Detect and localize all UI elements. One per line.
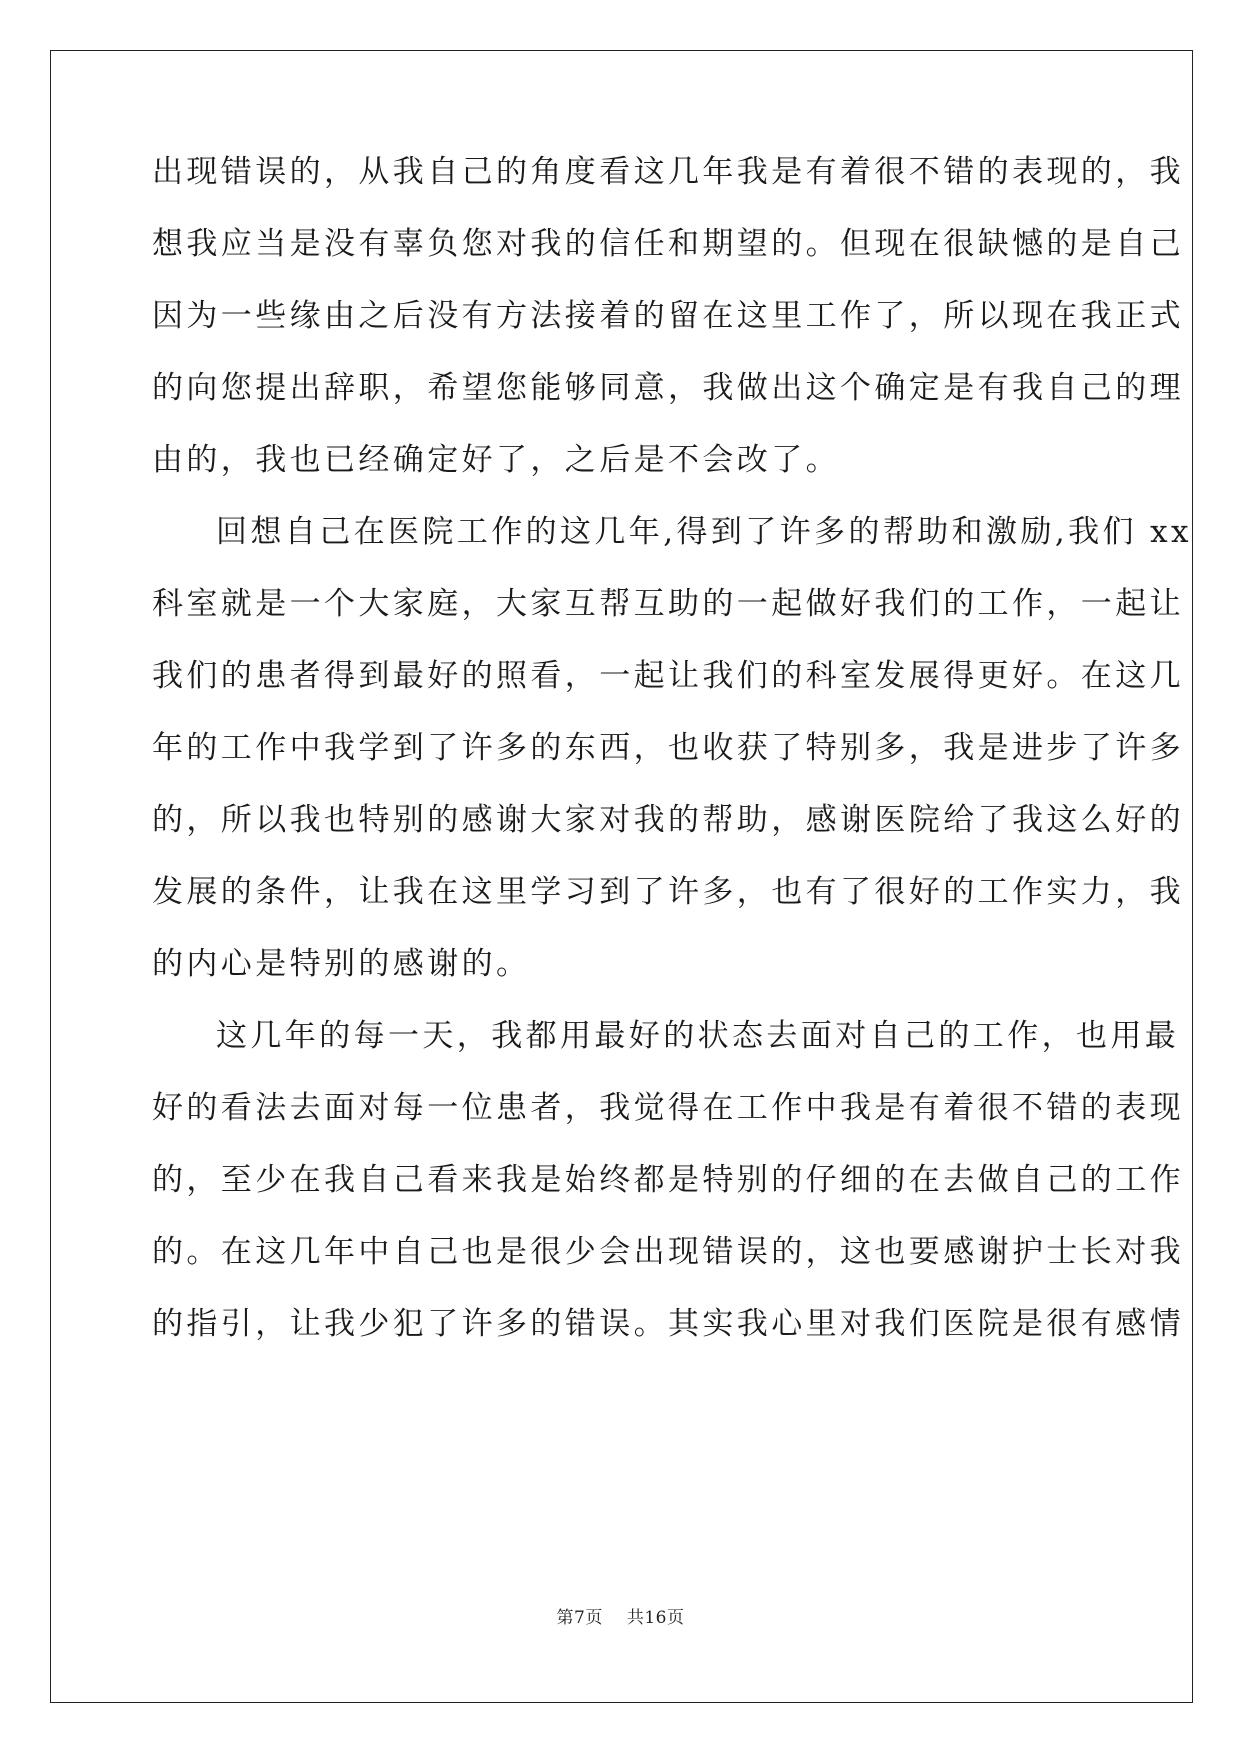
text-line: 由的，我也已经确定好了，之后是不会改了。: [152, 442, 840, 478]
page-footer: [0, 1603, 1241, 1628]
page-total: 共16页: [626, 1608, 685, 1628]
paragraph-first-line: 回想自己在医院工作的这几年,得到了许多的帮助和激励,我们 xx: [216, 514, 1192, 550]
text-line: 的。在这几年中自己也是很少会出现错误的，这也要感谢护士长对我: [152, 1234, 1184, 1270]
text-line: 出现错误的，从我自己的角度看这几年我是有着很不错的表现的，我: [152, 154, 1184, 190]
page-number: 第7页: [556, 1608, 603, 1628]
text-line: 发展的条件，让我在这里学习到了许多，也有了很好的工作实力，我: [152, 874, 1184, 910]
text-line: 因为一些缘由之后没有方法接着的留在这里工作了，所以现在我正式: [152, 298, 1184, 334]
text-line: 我们的患者得到最好的照看，一起让我们的科室发展得更好。在这几: [152, 658, 1184, 694]
text-line: 的内心是特别的感谢的。: [152, 946, 531, 982]
text-line: 的，所以我也特别的感谢大家对我的帮助，感谢医院给了我这么好的: [152, 802, 1184, 838]
text-line: 年的工作中我学到了许多的东西，也收获了特别多，我是进步了许多: [152, 730, 1184, 766]
text-line: 好的看法去面对每一位患者，我觉得在工作中我是有着很不错的表现: [152, 1090, 1184, 1126]
text-line: 想我应当是没有辜负您对我的信任和期望的。但现在很缺憾的是自己: [152, 226, 1184, 262]
text-line: 的指引，让我少犯了许多的错误。其实我心里对我们医院是很有感情: [152, 1306, 1184, 1342]
paragraph-first-line: 这几年的每一天，我都用最好的状态去面对自己的工作，也用最: [216, 1018, 1180, 1054]
text-line: 的向您提出辞职，希望您能够同意，我做出这个确定是有我自己的理: [152, 370, 1184, 406]
text-line: 科室就是一个大家庭，大家互帮互助的一起做好我们的工作，一起让: [152, 586, 1184, 622]
text-line: 的，至少在我自己看来我是始终都是特别的仔细的在去做自己的工作: [152, 1162, 1184, 1198]
